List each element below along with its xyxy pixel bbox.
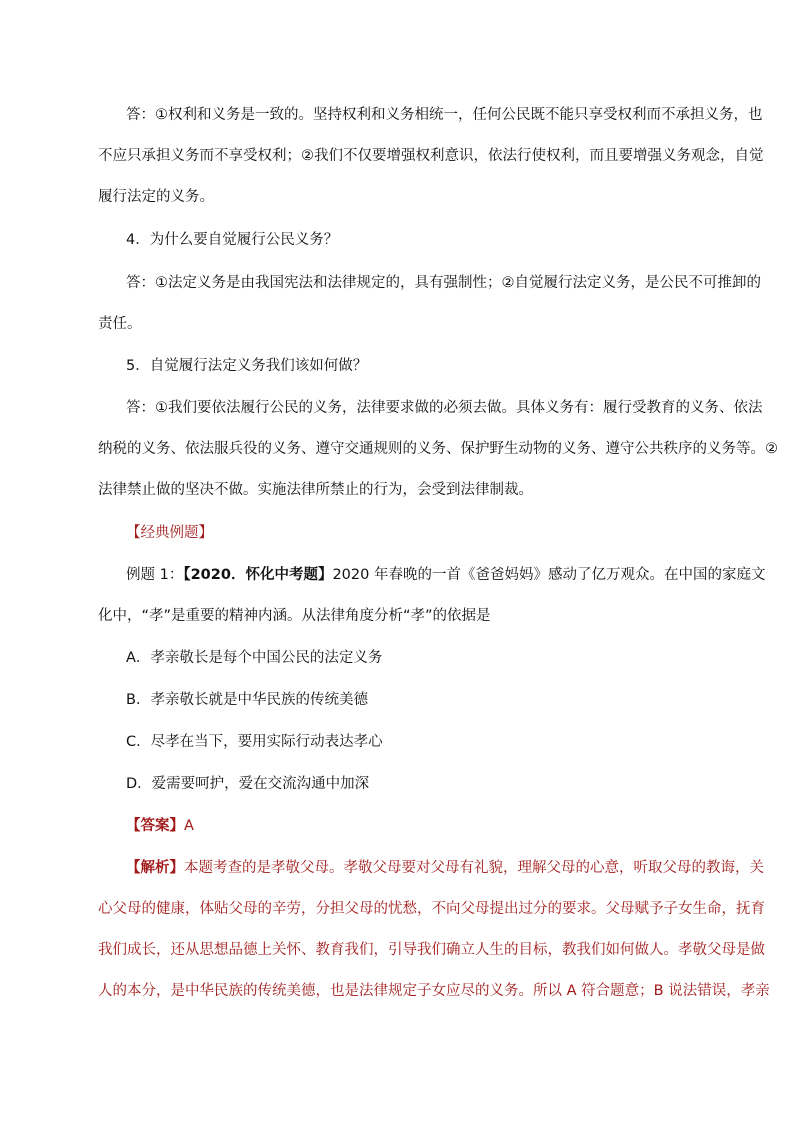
answer-5-line-1: 答：①我们要依法履行公民的义务，法律要求做的必须去做。具体义务有：履行受教育的义务、依法 [126, 400, 763, 416]
analysis-label: 【解析】 [126, 860, 184, 876]
option-b-text: B．孝亲敬长就是中华民族的传统美德 [126, 692, 368, 708]
example-heading-text: 【经典例题】 [126, 525, 213, 541]
answer-3-paragraph [98, 95, 764, 218]
answer-value: A [184, 818, 194, 834]
option-c-text: C．尽孝在当下，要用实际行动表达孝心 [126, 734, 383, 750]
example-heading [98, 513, 722, 554]
question-5-text: 5．自觉履行法定义务我们该如何做？ [126, 358, 368, 374]
answer-line [98, 806, 722, 847]
option-d [98, 764, 722, 805]
option-a [98, 638, 722, 679]
answer-label: 【答案】 [126, 818, 184, 834]
answer-3-line-3: 履行法定的义务。 [98, 189, 214, 205]
question-5 [98, 346, 722, 387]
example-1-question [98, 555, 766, 637]
analysis-line-4: 人的本分，是中华民族的传统美德，也是法律规定子女应尽的义务。所以 A 符合题意；B 说法错误，孝亲 [98, 983, 770, 999]
question-4-text: 4．为什么要自觉履行公民义务？ [126, 232, 339, 248]
answer-5-line-3: 法律禁止做的坚决不做。实施法律所禁止的行为，会受到法律制裁。 [98, 482, 533, 498]
option-a-text: A．孝亲敬长是每个中国公民的法定义务 [126, 650, 383, 666]
answer-5-paragraph [98, 388, 778, 511]
answer-4-line-2: 责任。 [98, 316, 142, 332]
option-c [98, 722, 722, 763]
analysis-block [98, 848, 770, 1012]
answer-4-line-1: 答：①法定义务是由我国宪法和法律规定的，具有强制性；②自觉履行法定义务，是公民不可推卸的 [126, 275, 761, 291]
answer-4-paragraph [98, 263, 761, 345]
answer-block [98, 806, 722, 847]
example-1-source: 【2020．怀化中考题】 [183, 567, 333, 583]
answer-5-line-2: 纳税的义务、依法服兵役的义务、遵守交通规则的义务、保护野生动物的义务、遵守公共秩序的义务等。② [98, 441, 778, 457]
example-1-line-1 [98, 555, 766, 596]
analysis-line-1 [98, 848, 764, 889]
example-1-line-1-rest: 2020 年春晚的一首《爸爸妈妈》感动了亿万观众。在中国的家庭文 [332, 567, 766, 583]
answer-3-line-1: 答：①权利和义务是一致的。坚持权利和义务相统一，任何公民既不能只享受权利而不承担义务，也 [126, 107, 763, 123]
analysis-line-2: 心父母的健康，体贴父母的辛劳，分担父母的忧愁，不向父母提出过分的要求。父母赋予子女生命，抚育 [98, 901, 765, 917]
example-1-label: 例题 1： [126, 567, 184, 583]
answer-3-line-2: 不应只承担义务而不享受权利；②我们不仅要增强权利意识，依法行使权利，而且要增强义务观念，自觉 [98, 148, 764, 164]
analysis-line-1-text: 本题考查的是孝敬父母。孝敬父母要对父母有礼貌，理解父母的心意，听取父母的教诲，关 [184, 860, 764, 876]
analysis-line-3: 我们成长，还从思想品德上关怀、教育我们，引导我们确立人生的目标，教我们如何做人。孝敬父母是做 [98, 942, 765, 958]
question-4 [98, 220, 722, 261]
example-1-line-2: 化中，“孝”是重要的精神内涵。从法律角度分析“孝”的依据是 [98, 608, 491, 624]
option-b [98, 680, 722, 721]
option-d-text: D．爱需要呵护，爱在交流沟通中加深 [126, 776, 370, 792]
